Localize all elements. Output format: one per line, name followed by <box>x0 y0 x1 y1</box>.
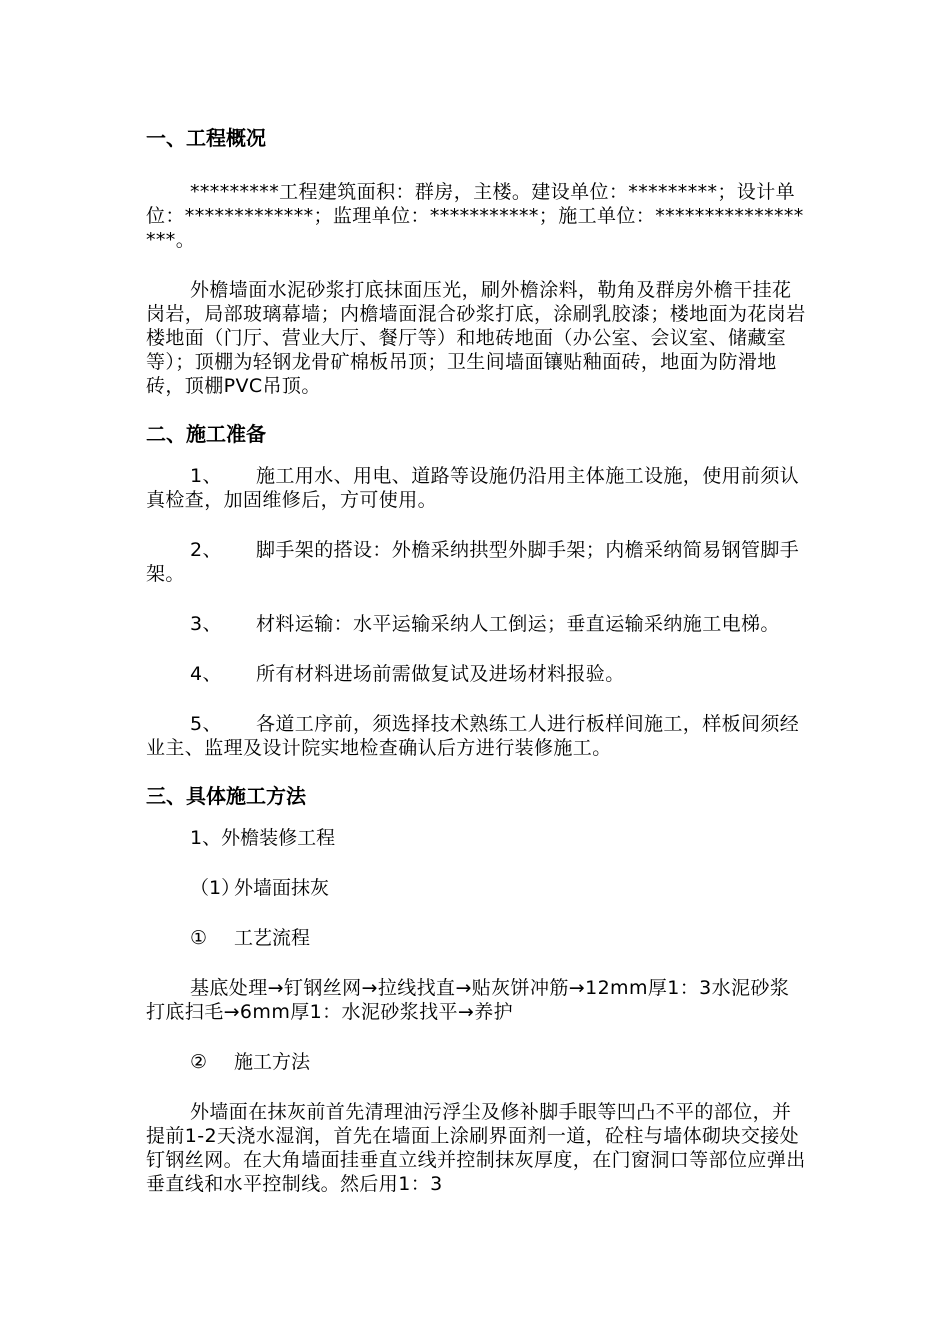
item-text: 材料运输：水平运输采纳人工倒运；垂直运输采纳施工电梯。 <box>256 613 780 635</box>
step-text: 施工方法 <box>234 1051 311 1073</box>
construction-method-paragraph: 外墙面在抹灰前首先清理油污浮尘及修补脚手眼等凹凸不平的部位，并提前1-2天浇水湿润，首先在墙面上涂刷界面剂一道，砼柱与墙体砌块交接处钉钢丝网。在大角墙面挂垂直立线并控制抹灰厚度，在门窗洞口等部位应弹出垂直线和水平控制线。然后用1：3 <box>146 1101 806 1195</box>
step-text: 工艺流程 <box>234 927 311 949</box>
item-text: 各道工序前，须选择技术熟练工人进行板样间施工，样板间须经业主、监理及设计院实地检查确认后方进行装修施工。 <box>146 713 800 759</box>
step-process-flow <box>146 926 806 950</box>
section-heading-methods: 三、具体施工方法 <box>146 784 306 808</box>
item-number: 4、 <box>190 663 222 685</box>
sub-number: （1） <box>190 877 241 899</box>
preparation-item-3 <box>146 612 806 636</box>
item-number: 2、 <box>190 539 222 561</box>
preparation-item-2 <box>146 538 806 586</box>
section-heading-preparation: 二、施工准备 <box>146 422 266 446</box>
item-number: 3、 <box>190 613 222 635</box>
item-text: 施工用水、用电、道路等设施仍沿用主体施工设施，使用前须认真检查，加固维修后，方可使用。 <box>146 465 800 511</box>
item-number: 5、 <box>190 713 222 735</box>
preparation-item-5 <box>146 712 806 760</box>
item-number: 1、 <box>190 465 222 487</box>
item-text: 脚手架的搭设：外檐采纳拱型外脚手架；内檐采纳简易钢管脚手架。 <box>146 539 800 585</box>
process-flow-paragraph: 基底处理→钉钢丝网→拉线找直→贴灰饼冲筋→12mm厚1：3水泥砂浆打底扫毛→6mm厚1：水泥砂浆找平→养护 <box>146 977 790 1023</box>
step-construction-method <box>146 1050 806 1074</box>
step-number: ② <box>190 1051 208 1073</box>
document-body <box>146 118 806 1196</box>
step-number: ① <box>190 927 208 949</box>
overview-paragraph-2: 外檐墙面水泥砂浆打底抹面压光，刷外檐涂料，勒角及群房外檐干挂花岗岩，局部玻璃幕墙；内檐墙面混合砂浆打底，涂刷乳胶漆；楼地面为花岗岩楼地面（门厅、营业大厅、餐厅等）和地砖地面（办公室、会议室、储藏室等）；顶棚为轻钢龙骨矿棉板吊顶；卫生间墙面镶贴釉面砖，地面为防滑地砖，顶棚PVC吊顶。 <box>146 279 806 397</box>
preparation-item-4 <box>146 662 806 686</box>
subsection-exterior-decoration: 1、外檐装修工程 <box>190 827 336 849</box>
overview-paragraph-1: *********工程建筑面积：群房，主楼。建设单位：*********；设计单位：*************；监理单位：***********；施工单位：******************。 <box>146 181 804 251</box>
item-text: 所有材料进场前需做复试及进场材料报验。 <box>256 663 625 685</box>
preparation-item-1 <box>146 464 806 512</box>
subsection-exterior-plastering <box>146 876 806 900</box>
sub-text: 外墙面抹灰 <box>234 877 330 899</box>
section-heading-overview: 一、工程概况 <box>146 126 266 150</box>
